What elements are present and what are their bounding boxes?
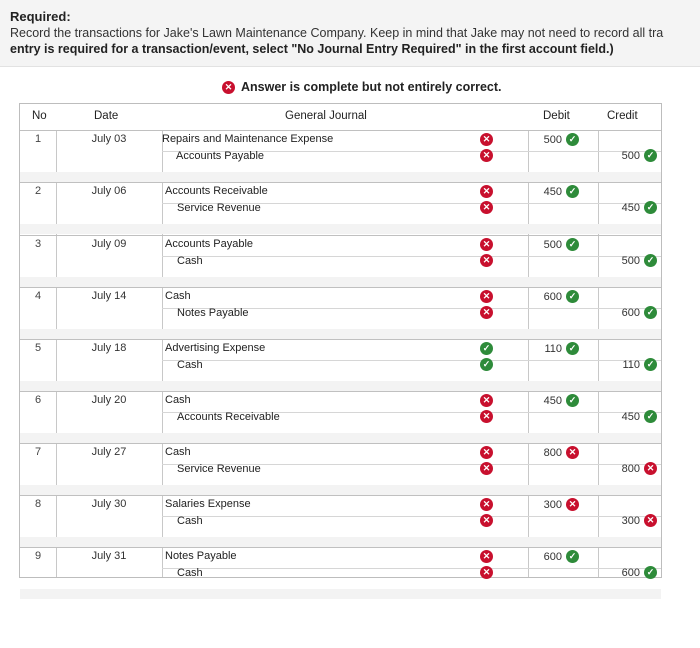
account-status-icons: [480, 550, 493, 579]
entry-date[interactable]: July 18: [91, 342, 127, 354]
debit-amount-field[interactable]: [536, 133, 579, 146]
row-spacer: [20, 172, 661, 182]
debit-amount-field[interactable]: [536, 342, 579, 355]
journal-row: [20, 443, 661, 495]
row-spacer: [20, 433, 661, 443]
row-divider: [20, 287, 661, 288]
line-divider: [162, 568, 661, 569]
x-circle-icon: ✕: [566, 446, 579, 459]
credit-account-select[interactable]: Accounts Payable: [176, 150, 265, 162]
x-circle-icon: ✕: [480, 550, 493, 563]
check-circle-icon: ✓: [644, 201, 657, 214]
credit-amount: 500: [621, 254, 640, 267]
credit-account-select[interactable]: Cash: [177, 359, 203, 371]
credit-amount: 450: [621, 410, 640, 423]
debit-account-select[interactable]: Notes Payable: [165, 550, 237, 562]
debit-amount-field[interactable]: [536, 498, 579, 511]
row-spacer: [20, 381, 661, 391]
x-circle-icon: ✕: [222, 81, 235, 94]
x-circle-icon: ✕: [480, 514, 493, 527]
x-circle-icon: ✕: [480, 462, 493, 475]
credit-amount-field[interactable]: [604, 254, 657, 267]
entry-date[interactable]: July 30: [91, 498, 127, 510]
general-journal-table: [19, 103, 662, 578]
entry-number: 1: [34, 133, 42, 145]
credit-account-select[interactable]: Notes Payable: [177, 307, 249, 319]
debit-account-select[interactable]: Accounts Receivable: [165, 185, 268, 197]
entry-number: 7: [34, 446, 42, 458]
check-circle-icon: ✓: [644, 566, 657, 579]
debit-account-select[interactable]: Salaries Expense: [165, 498, 251, 510]
debit-account-select[interactable]: Cash: [165, 446, 191, 458]
row-spacer: [20, 485, 661, 495]
journal-row: [20, 391, 661, 443]
credit-amount: 110: [622, 358, 640, 371]
table-header: [20, 104, 661, 130]
x-circle-icon: ✕: [480, 394, 493, 407]
entry-date[interactable]: July 14: [91, 290, 127, 302]
line-divider: [162, 360, 661, 361]
row-divider: [20, 182, 661, 183]
check-circle-icon: ✓: [566, 342, 579, 355]
check-circle-icon: ✓: [644, 410, 657, 423]
x-circle-icon: ✕: [480, 201, 493, 214]
account-status-icons: [480, 185, 493, 214]
journal-row: [20, 339, 661, 391]
entry-number: 9: [34, 550, 42, 562]
debit-amount: 300: [543, 498, 562, 511]
debit-amount: 450: [543, 394, 562, 407]
check-circle-icon: ✓: [566, 394, 579, 407]
row-divider: [20, 391, 661, 392]
entry-number: 2: [34, 185, 42, 197]
journal-row: [20, 495, 661, 547]
check-circle-icon: ✓: [644, 149, 657, 162]
entry-date[interactable]: July 27: [91, 446, 127, 458]
debit-amount: 110: [544, 342, 562, 355]
debit-amount-field[interactable]: [536, 446, 579, 459]
header-no: No: [32, 110, 47, 122]
credit-account-select[interactable]: Service Revenue: [177, 463, 261, 475]
x-circle-icon: ✕: [644, 462, 657, 475]
answer-status-text: Answer is complete but not entirely correct.: [241, 80, 502, 94]
debit-amount: 450: [543, 185, 562, 198]
row-spacer: [20, 224, 661, 234]
journal-row: [20, 182, 661, 234]
entry-date[interactable]: July 06: [91, 185, 127, 197]
row-spacer: [20, 329, 661, 339]
row-divider: [20, 339, 661, 340]
entry-number: 5: [34, 342, 42, 354]
row-divider: [20, 443, 661, 444]
debit-amount: 500: [543, 238, 562, 251]
credit-account-select[interactable]: Accounts Receivable: [177, 411, 280, 423]
entry-number: 4: [34, 290, 42, 302]
credit-amount-field[interactable]: [604, 514, 657, 527]
credit-amount-field[interactable]: [604, 566, 657, 579]
debit-amount-field[interactable]: [536, 290, 579, 303]
check-circle-icon: ✓: [644, 254, 657, 267]
check-circle-icon: ✓: [480, 358, 493, 371]
check-circle-icon: ✓: [644, 306, 657, 319]
account-status-icons: [480, 238, 493, 267]
debit-amount-field[interactable]: [536, 550, 579, 563]
debit-account-select[interactable]: Repairs and Maintenance Expense: [162, 133, 334, 145]
instructions-panel: [0, 0, 700, 67]
credit-account-select[interactable]: Service Revenue: [177, 202, 261, 214]
check-circle-icon: ✓: [644, 358, 657, 371]
debit-account-select[interactable]: Advertising Expense: [165, 342, 266, 354]
row-divider: [20, 130, 661, 131]
debit-account-select[interactable]: Cash: [165, 290, 191, 302]
check-circle-icon: ✓: [566, 133, 579, 146]
credit-amount-field[interactable]: [604, 306, 657, 319]
entry-number: 8: [34, 498, 42, 510]
debit-account-select[interactable]: Cash: [165, 394, 191, 406]
debit-amount: 500: [543, 133, 562, 146]
x-circle-icon: ✕: [480, 498, 493, 511]
x-circle-icon: ✕: [480, 306, 493, 319]
credit-amount: 500: [621, 149, 640, 162]
credit-amount: 600: [621, 306, 640, 319]
x-circle-icon: ✕: [480, 149, 493, 162]
credit-amount: 600: [621, 566, 640, 579]
entry-date[interactable]: July 09: [91, 238, 127, 250]
journal-row: [20, 547, 661, 599]
account-status-icons: [480, 342, 493, 371]
instructions-line-2: entry is required for a transaction/event, select "No Journal Entry Required" in the first account field.): [10, 42, 614, 56]
x-circle-icon: ✕: [480, 410, 493, 423]
journal-row: [20, 235, 661, 287]
credit-amount-field[interactable]: [604, 149, 657, 162]
row-spacer: [20, 589, 661, 599]
header-date: Date: [94, 110, 119, 122]
credit-account-select[interactable]: Cash: [177, 255, 203, 267]
account-status-icons: [480, 498, 493, 527]
check-circle-icon: ✓: [566, 290, 579, 303]
x-circle-icon: ✕: [566, 498, 579, 511]
row-spacer: [20, 537, 661, 547]
account-status-icons: [480, 133, 493, 162]
credit-amount: 450: [621, 201, 640, 214]
credit-account-select[interactable]: Cash: [177, 515, 203, 527]
header-credit: Credit: [607, 110, 638, 122]
header-general-journal: General Journal: [285, 110, 367, 122]
check-circle-icon: ✓: [480, 342, 493, 355]
debit-amount: 600: [543, 290, 562, 303]
entry-number: 3: [34, 238, 42, 250]
row-divider: [20, 235, 661, 236]
debit-amount-field[interactable]: [536, 185, 579, 198]
credit-amount-field[interactable]: [604, 410, 657, 423]
check-circle-icon: ✓: [566, 238, 579, 251]
required-label: Required:: [10, 9, 71, 24]
x-circle-icon: ✕: [480, 446, 493, 459]
account-status-icons: [480, 446, 493, 475]
debit-amount: 600: [543, 550, 562, 563]
debit-account-select[interactable]: Accounts Payable: [165, 238, 254, 250]
journal-row: [20, 130, 661, 182]
credit-amount: 300: [621, 514, 640, 527]
line-divider: [162, 516, 661, 517]
answer-status: [222, 80, 501, 94]
x-circle-icon: ✕: [644, 514, 657, 527]
credit-amount-field[interactable]: [604, 201, 657, 214]
row-spacer: [20, 277, 661, 287]
x-circle-icon: ✕: [480, 566, 493, 579]
instructions-line-1: Record the transactions for Jake's Lawn Maintenance Company. Keep in mind that Jake may not need to record all tra: [10, 26, 664, 40]
line-divider: [162, 256, 661, 257]
check-circle-icon: ✓: [566, 550, 579, 563]
row-divider: [20, 495, 661, 496]
entry-date[interactable]: July 20: [91, 394, 127, 406]
header-debit: Debit: [543, 110, 570, 122]
journal-row: [20, 287, 661, 339]
x-circle-icon: ✕: [480, 185, 493, 198]
credit-amount-field[interactable]: [604, 358, 657, 371]
account-status-icons: [480, 394, 493, 423]
debit-amount-field[interactable]: [536, 238, 579, 251]
row-divider: [20, 547, 661, 548]
debit-amount-field[interactable]: [536, 394, 579, 407]
entry-date[interactable]: July 31: [91, 550, 127, 562]
x-circle-icon: ✕: [480, 254, 493, 267]
credit-amount-field[interactable]: [604, 462, 657, 475]
entry-date[interactable]: July 03: [91, 133, 127, 145]
x-circle-icon: ✕: [480, 290, 493, 303]
credit-account-select[interactable]: Cash: [177, 567, 203, 579]
account-status-icons: [480, 290, 493, 319]
entry-number: 6: [34, 394, 42, 406]
x-circle-icon: ✕: [480, 238, 493, 251]
debit-amount: 800: [543, 446, 562, 459]
x-circle-icon: ✕: [480, 133, 493, 146]
credit-amount: 800: [621, 462, 640, 475]
check-circle-icon: ✓: [566, 185, 579, 198]
